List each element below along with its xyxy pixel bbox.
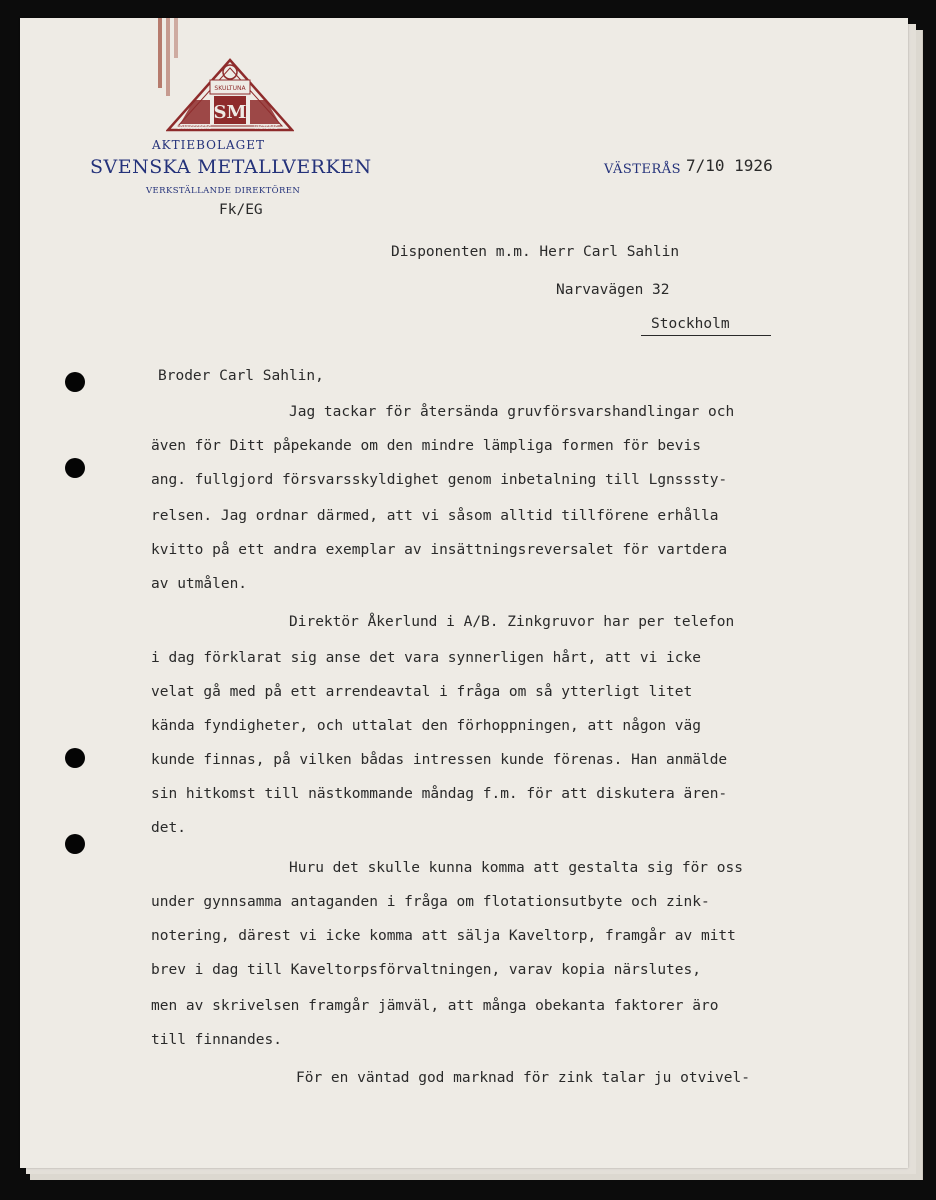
body-line: relsen. Jag ordnar därmed, att vi såsom alltid tillförene erhålla bbox=[151, 508, 719, 524]
letterhead-department: VERKSTÄLLANDE DIREKTÖREN bbox=[146, 186, 301, 196]
body-line: av utmålen. bbox=[151, 576, 248, 592]
body-line: men av skrivelsen framgår jämväl, att många obekanta faktorer äro bbox=[151, 998, 719, 1014]
body-line: sin hitkomst till nästkommande måndag f.m. för att diskutera ären- bbox=[151, 786, 728, 802]
body-line: Huru det skulle kunna komma att gestalta sig för oss bbox=[289, 860, 743, 876]
body-line: notering, därest vi icke komma att sälja Kaveltorp, framgår av mitt bbox=[151, 928, 736, 944]
body-line: det. bbox=[151, 820, 186, 836]
body-line: även för Ditt påpekande om den mindre lämpliga formen för bevis bbox=[151, 438, 701, 454]
punch-hole bbox=[65, 834, 85, 854]
body-line: Jag tackar för återsända gruvförsvarshandlingar och bbox=[289, 404, 735, 420]
letterhead-aktiebolaget: AKTIEBOLAGET bbox=[152, 138, 265, 152]
body-line: till finnandes. bbox=[151, 1032, 282, 1048]
letterhead-company: SVENSKA METALLVERKEN bbox=[90, 156, 372, 178]
body-line: velat gå med på ett arrendeavtal i fråga om så ytterligt litet bbox=[151, 684, 693, 700]
company-logo bbox=[166, 58, 294, 134]
letterhead-place: VÄSTERÅS bbox=[604, 162, 682, 177]
recipient-line-1: Disponenten m.m. Herr Carl Sahlin bbox=[391, 244, 680, 260]
body-line: Direktör Åkerlund i A/B. Zinkgruvor har per telefon bbox=[289, 614, 735, 630]
svg-text:SKULTUNA: SKULTUNA bbox=[214, 85, 246, 92]
punch-hole bbox=[65, 458, 85, 478]
svg-text:GRÄNGESBERG: GRÄNGESBERG bbox=[176, 126, 212, 131]
body-line: brev i dag till Kaveltorpsförvaltningen, varav kopia närslutes, bbox=[151, 962, 701, 978]
body-line: under gynnsamma antaganden i fråga om flotationsutbyte och zink- bbox=[151, 894, 710, 910]
body-line: ang. fullgjord försvarsskyldighet genom inbetalning till Lgnsssty- bbox=[151, 472, 728, 488]
body-line: kvitto på ett andra exemplar av insättningsreversalet för vartdera bbox=[151, 542, 728, 558]
body-line: För en väntad god marknad för zink talar ju otvivel- bbox=[296, 1070, 750, 1086]
body-line: i dag förklarat sig anse det vara synnerligen hårt, att vi icke bbox=[151, 650, 701, 666]
body-line: kända fyndigheter, och uttalat den förhoppningen, att någon väg bbox=[151, 718, 701, 734]
body-line: kunde finnas, på vilken bådas intressen kunde förenas. Han anmälde bbox=[151, 752, 728, 768]
letter-date: 7/10 1926 bbox=[686, 156, 773, 175]
recipient-line-3: Stockholm bbox=[651, 316, 730, 332]
recipient-line-2: Narvavägen 32 bbox=[556, 282, 670, 298]
punch-hole bbox=[65, 372, 85, 392]
rust-stain bbox=[158, 18, 162, 88]
salutation: Broder Carl Sahlin, bbox=[158, 368, 324, 384]
letter-reference: Fk/EG bbox=[219, 202, 263, 218]
rust-stain bbox=[174, 18, 178, 58]
svg-text:SM: SM bbox=[213, 102, 247, 123]
punch-hole bbox=[65, 748, 85, 768]
recipient-underline bbox=[641, 335, 771, 336]
svg-text:VÄSTERÅS: VÄSTERÅS bbox=[254, 126, 278, 131]
